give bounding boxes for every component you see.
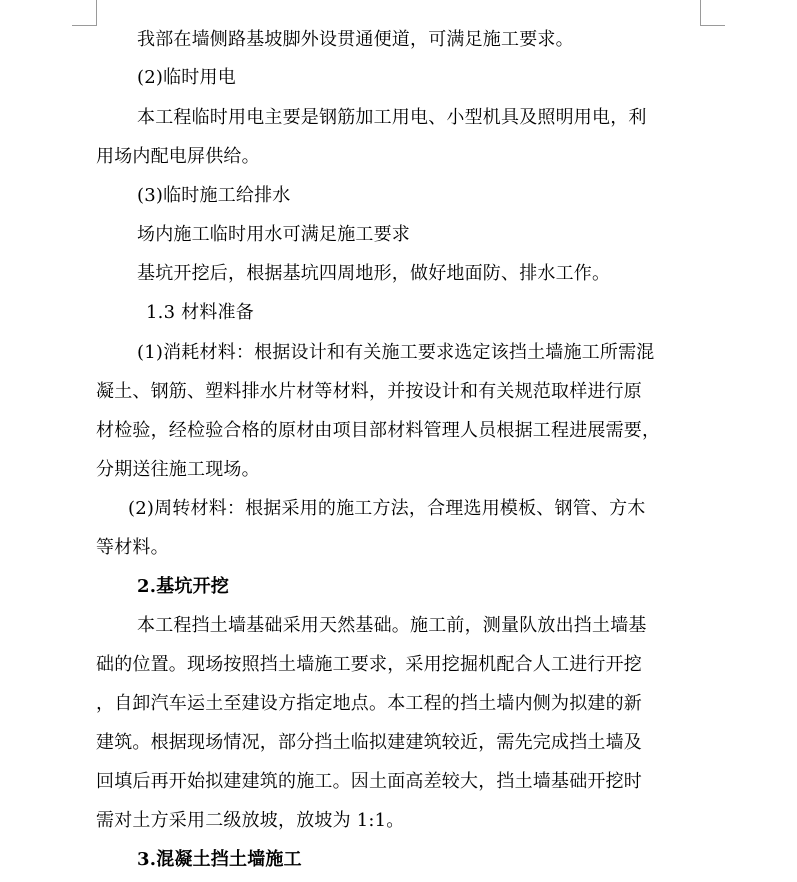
paragraph-line: 需对土方采用二级放坡，放坡为 1:1。 [96,810,405,831]
subsection-heading: (2)临时用电 [137,67,236,88]
paragraph-line: 基坑开挖后，根据基坑四周地形，做好地面防、排水工作。 [137,263,611,284]
paragraph-line: ，自卸汽车运土至建设方指定地点。本工程的挡土墙内侧为拟建的新 [96,693,642,714]
paragraph-line: 分期送往施工现场。 [96,459,260,480]
paragraph-line: 本工程临时用电主要是钢筋加工用电、小型机具及照明用电，利 [137,107,647,128]
paragraph-line: (2)周转材料：根据采用的施工方法，合理选用模板、钢管、方木 [128,498,646,519]
paragraph-line: 材检验，经检验合格的原材由项目部材料管理人员根据工程进展需要， [96,420,661,441]
section-heading: 3.混凝土挡土墙施工 [137,849,302,870]
paragraph-line: 等材料。 [96,537,169,558]
crop-mark-top-right-horizontal [700,25,725,26]
section-heading: 1.3 材料准备 [146,302,254,323]
paragraph-line: 础的位置。现场按照挡土墙施工要求，采用挖掘机配合人工进行开挖 [96,654,642,675]
section-heading: 2.基坑开挖 [137,576,229,597]
paragraph-line: 场内施工临时用水可满足施工要求 [137,224,410,245]
paragraph-line: 用场内配电屏供给。 [96,146,260,167]
crop-mark-top-left-vertical [96,0,97,26]
paragraph-line: 本工程挡土墙基础采用天然基础。施工前，测量队放出挡土墙基 [137,615,647,636]
paragraph-line: 建筑。根据现场情况，部分挡土临拟建建筑较近，需先完成挡土墙及 [96,732,642,753]
paragraph-line: 回填后再开始拟建建筑的施工。因土面高差较大，挡土墙基础开挖时 [96,771,642,792]
crop-mark-top-left-horizontal [72,25,97,26]
paragraph-line: 我部在墙侧路基坡脚外设贯通便道，可满足施工要求。 [137,29,574,50]
paragraph-line: 凝土、钢筋、塑料排水片材等材料，并按设计和有关规范取样进行原 [96,381,642,402]
crop-mark-top-right-vertical [700,0,701,26]
subsection-heading: (3)临时施工给排水 [137,185,291,206]
paragraph-line: (1)消耗材料：根据设计和有关施工要求选定该挡土墙施工所需混 [137,342,655,363]
